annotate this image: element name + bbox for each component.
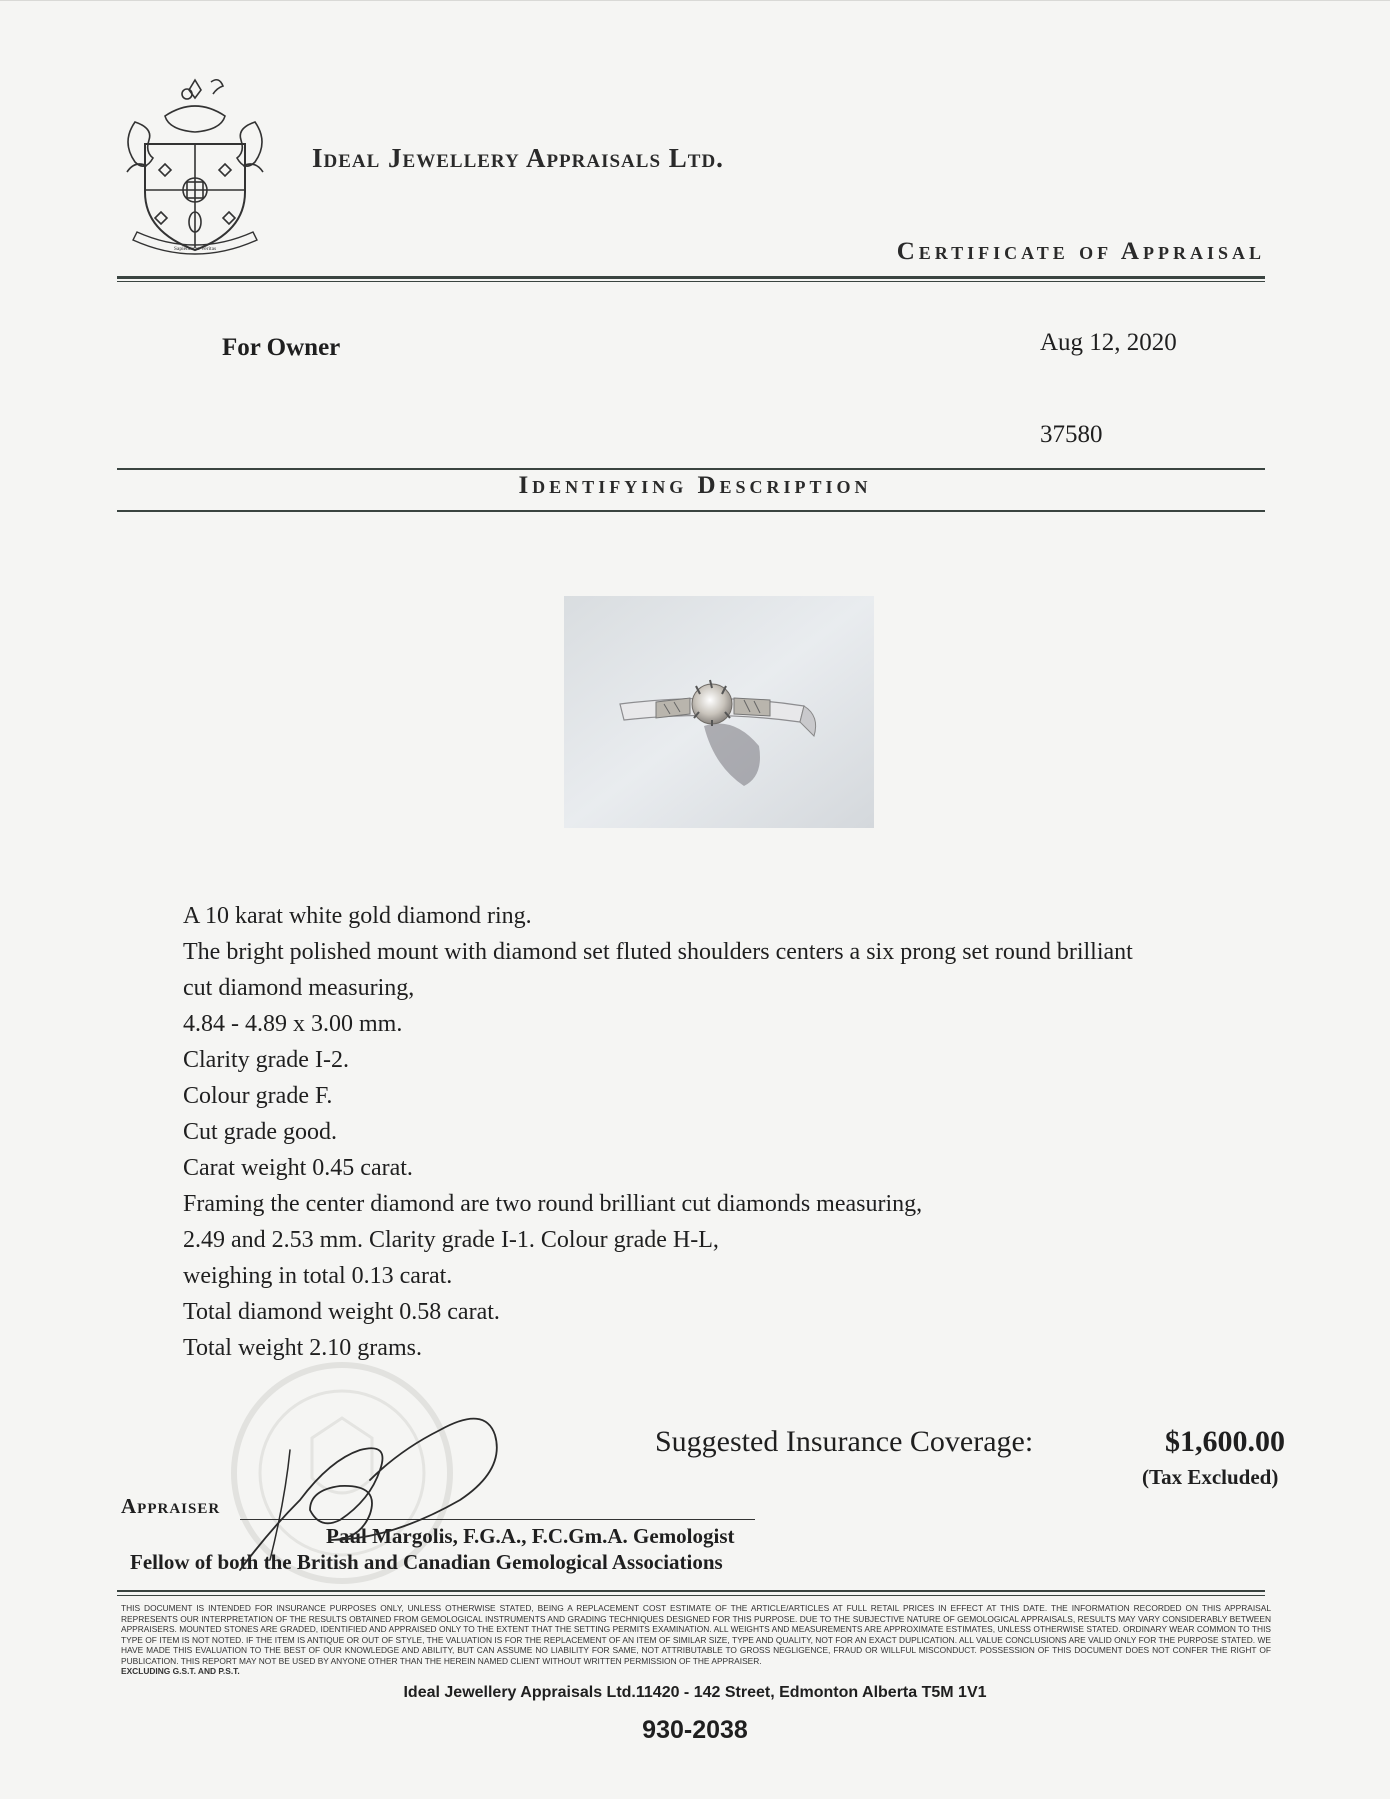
appraisal-date: Aug 12, 2020 (1040, 329, 1177, 356)
tax-exclusion-line: EXCLUDING G.S.T. AND P.S.T. (121, 1666, 240, 1676)
footer-phone: 930-2038 (642, 1716, 748, 1744)
description-line: A 10 karat white gold diamond ring. (183, 903, 532, 929)
item-description (183, 898, 1283, 1366)
header-rule-thin (117, 281, 1265, 282)
owner-label: For Owner (222, 334, 341, 361)
description-line: Cut grade good. (183, 1119, 337, 1145)
footer-rule-top (117, 1590, 1265, 1592)
description-line: Total diamond weight 0.58 carat. (183, 1299, 500, 1325)
footer-address: Ideal Jewellery Appraisals Ltd.11420 - 142 Street, Edmonton Alberta T5M 1V1 (403, 1684, 987, 1701)
company-name: Ideal Jewellery Appraisals Ltd. (312, 143, 724, 173)
coverage-value: $1,600.00 (1165, 1425, 1285, 1458)
coverage-label: Suggested Insurance Coverage: (655, 1425, 1034, 1458)
description-line: Framing the center diamond are two round brilliant cut diamonds measuring, (183, 1191, 923, 1217)
appraiser-name: Paul Margolis, F.G.A., F.C.Gm.A. Gemologist (326, 1524, 735, 1548)
description-line: Total weight 2.10 grams. (183, 1335, 422, 1361)
document-title: Certificate of Appraisal (896, 238, 1265, 265)
crest-logo-icon (115, 72, 275, 262)
section-rule-top (117, 468, 1265, 470)
signature-icon (230, 1390, 520, 1580)
section-rule-bottom (117, 510, 1265, 512)
crest-motto: Sapientia et Veritas (173, 246, 217, 252)
ring-photo (564, 596, 874, 828)
description-line: cut diamond measuring, (183, 975, 415, 1001)
description-line: weighing in total 0.13 carat. (183, 1263, 453, 1289)
description-line: The bright polished mount with diamond set fluted shoulders centers a six prong set round brilliant (183, 939, 1133, 965)
footer-rule-bottom (117, 1595, 1265, 1596)
disclaimer (121, 1603, 1271, 1677)
tax-note: (Tax Excluded) (1142, 1465, 1279, 1489)
description-line: Clarity grade I-2. (183, 1047, 349, 1073)
disclaimer-text: THIS DOCUMENT IS INTENDED FOR INSURANCE PURPOSES ONLY, UNLESS OTHERWISE STATED, BEING A REPLACEMENT COST ESTIMATE OF THE ARTICLE/ARTICLES AT FULL RETAIL PRICES IN EFFECT AT THIS DATE. THE INFORMATION RECORDED ON THIS APPRAISAL REPRESENTS OUR INTERPRETATION OF THE RESULTS OBTAINED FROM GEMOLOGICAL INSTRUMENTS AND GRADING TECHNIQUES DESIGNED FOR THIS PURPOSE. DUE TO THE SUBJECTIVE NATURE OF GEMOLOGICAL APPRAISALS, RESULTS MAY VARY CONSIDERABLY BETWEEN APPRAISERS. MOUNTED STONES ARE GRADED, IDENTIFIED AND APPRAISED ONLY TO THE EXTENT THAT THE SETTING PERMITS EXAMINATION. ALL WEIGHTS AND MEASUREMENTS ARE APPROXIMATE ESTIMATES, UNLESS OTHERWISE STATED. ORDINARY WEAR COMMON TO THIS TYPE OF ITEM IS NOT NOTED. IF THE ITEM IS ANTIQUE OR OUT OF STYLE, THE VALUATION IS FOR THE REPLACEMENT OF AN ITEM OF SIMILAR SIZE, TYPE AND QUALITY, NOT FOR AN EXACT DUPLICATION. ALL VALUE CONCLUSIONS ARE VALID ONLY FOR THE PURPOSE STATED. WE HAVE MADE THIS EVALUATION TO THE BEST OF OUR KNOWLEDGE AND ABILITY, BUT CAN ASSUME NO LIABILITY FOR SAME, NOT ATTRIBUTABLE TO GROSS NEGLIGENCE, FRAUD OR WILLFUL MISCONDUCT. POSSESSION OF THIS DOCUMENT DOES NOT CONFER THE RIGHT OF PUBLICATION. THIS REPORT MAY NOT BE USED BY ANYONE OTHER THAN THE HEREIN NAMED CLIENT WITHOUT WRITTEN PERMISSION OF THE APPRAISER. (121, 1603, 1271, 1666)
appraiser-title: Fellow of both the British and Canadian Gemological Associations (130, 1550, 723, 1574)
description-line: 4.84 - 4.89 x 3.00 mm. (183, 1011, 403, 1037)
section-title: Identifying Description (518, 472, 872, 499)
description-line: Carat weight 0.45 carat. (183, 1155, 413, 1181)
header-rule-thick (117, 276, 1265, 279)
reference-number: 37580 (1040, 421, 1103, 448)
appraiser-label: Appraiser (121, 1494, 221, 1518)
description-line: Colour grade F. (183, 1083, 333, 1109)
description-line: 2.49 and 2.53 mm. Clarity grade I-1. Colour grade H-L, (183, 1227, 719, 1253)
